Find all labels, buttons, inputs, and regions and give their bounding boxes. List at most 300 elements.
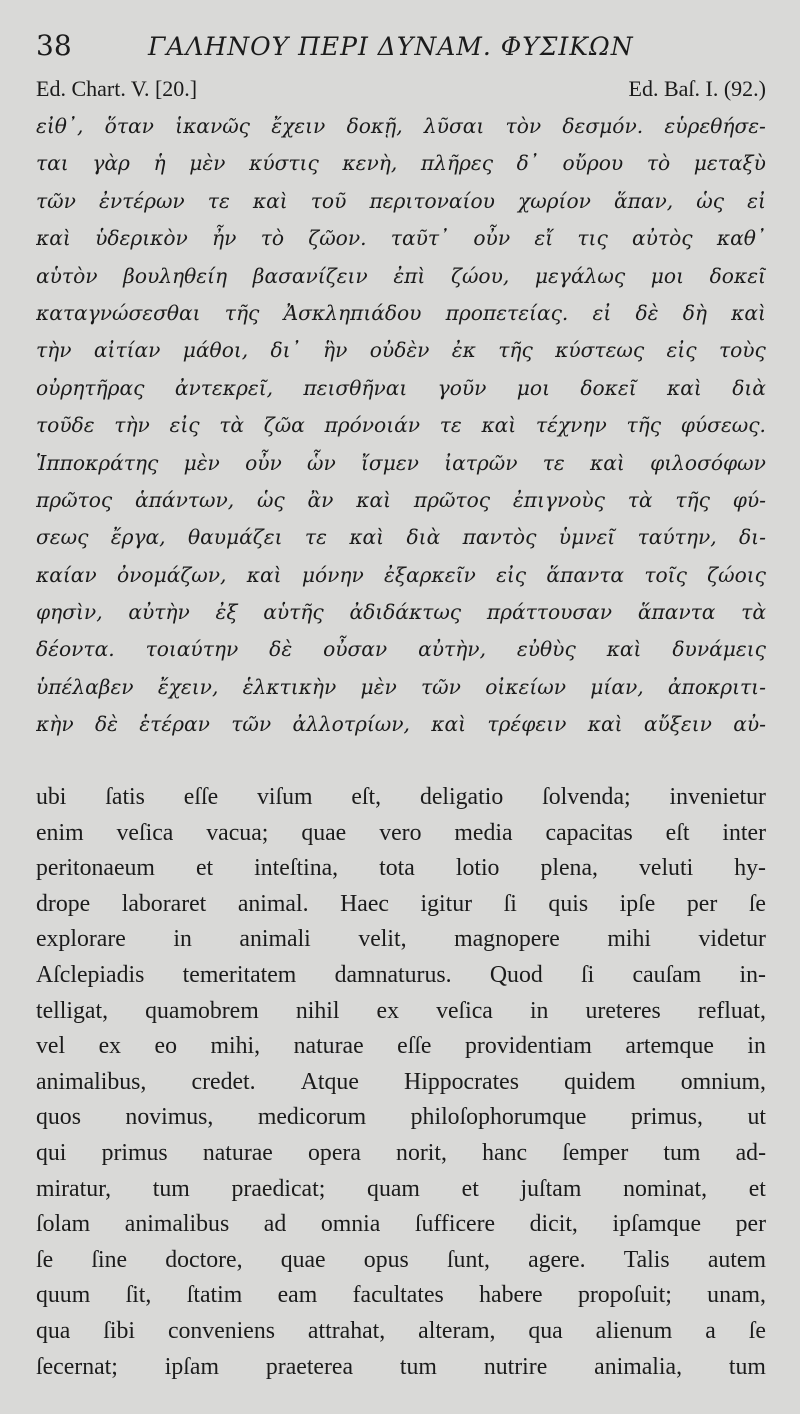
text-word: μάθοι, bbox=[182, 338, 249, 363]
text-word: πρῶτος bbox=[413, 487, 491, 512]
text-word: unam, bbox=[707, 1282, 766, 1309]
text-word: animal. bbox=[237, 890, 309, 917]
text-word: omnia bbox=[320, 1211, 381, 1238]
text-word: ex bbox=[376, 997, 399, 1024]
text-word: τὰ bbox=[741, 600, 766, 625]
text-word: medicorum bbox=[257, 1104, 367, 1131]
text-word: naturae bbox=[202, 1139, 273, 1166]
text-word: αἰτίαν bbox=[93, 338, 161, 363]
text-word: δοκεῖ bbox=[580, 375, 637, 400]
greek-text-line bbox=[36, 258, 766, 295]
text-word: δὲ bbox=[269, 637, 293, 662]
text-word: vacua; bbox=[206, 819, 269, 846]
text-word: temeritatem bbox=[182, 961, 297, 988]
text-word: ἀποκριτι- bbox=[667, 674, 766, 699]
greek-text-line bbox=[36, 445, 766, 482]
text-word: propoſuit; bbox=[577, 1282, 672, 1309]
text-word: ἀντεκρεῖ, bbox=[174, 375, 274, 400]
text-word: ut bbox=[747, 1104, 766, 1131]
text-word: τέχνην bbox=[535, 413, 607, 438]
text-word: ἂν bbox=[307, 487, 334, 512]
text-word: vero bbox=[379, 819, 422, 846]
text-word: ſolvenda; bbox=[542, 784, 631, 810]
text-word: eam bbox=[277, 1282, 318, 1309]
text-word: πεισθῆναι bbox=[303, 375, 408, 400]
text-word: novimus, bbox=[125, 1104, 214, 1131]
running-title: ΓΑΛΗΝΟΥ ΠΕΡΙ ΔΥΝΑΜ. ΦΥΣΙΚΩΝ bbox=[148, 32, 634, 61]
greek-text-block bbox=[36, 108, 766, 744]
text-word: καὶ bbox=[36, 226, 71, 251]
text-word: τοῦδε bbox=[36, 413, 95, 438]
text-word: ipſamque bbox=[612, 1211, 702, 1238]
text-word: οὐρητῆρας bbox=[36, 375, 145, 400]
text-word: deligatio bbox=[419, 784, 504, 810]
text-word: ſecernat; bbox=[36, 1353, 118, 1380]
text-word: qua bbox=[36, 1317, 71, 1344]
greek-text-line bbox=[36, 332, 766, 369]
text-word: ὡς bbox=[256, 487, 285, 512]
text-word: δέοντα. bbox=[36, 637, 115, 662]
text-word: habere bbox=[479, 1282, 543, 1309]
text-word: vel bbox=[36, 1033, 66, 1060]
latin-text-line bbox=[36, 851, 766, 887]
text-word: plena, bbox=[540, 855, 598, 882]
text-word: capacitas bbox=[545, 819, 633, 846]
latin-text-line bbox=[36, 1136, 766, 1172]
latin-text-line bbox=[36, 994, 766, 1030]
text-word: eſſe bbox=[397, 1033, 432, 1060]
text-word: naturae bbox=[293, 1033, 364, 1060]
text-word: δὴ bbox=[682, 300, 707, 325]
text-word: κὴν bbox=[36, 712, 74, 737]
text-word: τοιαύτην bbox=[145, 637, 239, 662]
latin-text-line bbox=[36, 1207, 766, 1243]
text-word: Aſclepiadis bbox=[36, 961, 145, 988]
text-word: cauſam bbox=[632, 961, 702, 988]
text-word: animali bbox=[239, 926, 311, 953]
greek-text-line bbox=[36, 108, 766, 145]
greek-text-line bbox=[36, 407, 766, 444]
text-word: alteram, bbox=[418, 1317, 496, 1344]
text-word: ſunt, bbox=[446, 1246, 490, 1273]
text-word: δεσμόν. bbox=[562, 114, 644, 138]
text-word: τε bbox=[304, 525, 327, 550]
text-word: nutrire bbox=[483, 1353, 548, 1380]
text-word: ἐντέρων bbox=[98, 188, 185, 213]
text-word: in bbox=[747, 1033, 766, 1060]
text-word: ἔχειν bbox=[271, 114, 326, 138]
text-word: εἴ bbox=[534, 226, 554, 251]
text-word: ὀνομάζων, bbox=[117, 562, 227, 587]
text-word: καὶ bbox=[349, 525, 385, 550]
text-word: μόνην bbox=[301, 562, 364, 587]
text-word: telligat, bbox=[36, 997, 109, 1024]
text-word: Haec bbox=[340, 890, 389, 917]
text-word: αὑτὸν bbox=[36, 263, 98, 288]
text-word: διὰ bbox=[406, 525, 441, 550]
edition-reference-right: Ed. Baſ. I. (92.) bbox=[628, 76, 766, 101]
text-word: τε bbox=[542, 450, 565, 475]
text-word: opus bbox=[363, 1246, 409, 1273]
text-word: ὧν bbox=[307, 450, 336, 475]
greek-text-line bbox=[36, 370, 766, 407]
text-word: σεως bbox=[36, 525, 89, 550]
text-word: κύστεως bbox=[555, 338, 645, 363]
text-word: ὑμνεῖ bbox=[558, 525, 616, 550]
text-word: et bbox=[461, 1175, 479, 1202]
text-word: ἀδιδάκτως bbox=[349, 600, 462, 625]
text-word: Atque bbox=[300, 1068, 359, 1095]
text-word: nihil bbox=[295, 997, 340, 1024]
text-word: providentiam bbox=[465, 1033, 592, 1060]
text-word: agere. bbox=[528, 1246, 586, 1273]
text-word: περιτοναίου bbox=[369, 188, 495, 213]
text-word: αὐ- bbox=[733, 712, 766, 737]
text-word: τοῦ bbox=[310, 188, 347, 213]
text-word: τῆς bbox=[626, 413, 662, 438]
text-word: ταῦτ᾽ bbox=[390, 226, 450, 251]
text-word: quum bbox=[36, 1282, 91, 1309]
text-word: γὰρ bbox=[92, 151, 130, 176]
text-word: Talis bbox=[623, 1246, 670, 1273]
text-word: ἴσμεν bbox=[361, 450, 419, 475]
text-word: δὲ bbox=[94, 712, 118, 737]
text-word: οὔρου bbox=[562, 151, 624, 176]
text-word: ὡς bbox=[696, 188, 725, 213]
text-word: ἔργα, bbox=[110, 525, 166, 550]
text-word: ταύτην, bbox=[637, 525, 717, 550]
text-word: δι᾽ bbox=[270, 338, 301, 363]
text-word: hanc bbox=[482, 1139, 528, 1166]
text-word: πράττουσαν bbox=[486, 600, 613, 625]
text-word: quis bbox=[548, 890, 589, 917]
text-word: ex bbox=[98, 1033, 122, 1060]
text-word: ἅπαντα bbox=[637, 600, 716, 625]
text-word: ipſam bbox=[164, 1353, 219, 1380]
text-word: ἐξαρκεῖν bbox=[384, 562, 476, 587]
text-word: εἰ bbox=[747, 188, 766, 213]
latin-text-line bbox=[36, 780, 766, 816]
text-word: eſt bbox=[665, 819, 690, 846]
text-word: ſe bbox=[36, 1246, 54, 1273]
latin-text-line bbox=[36, 1314, 766, 1350]
greek-text-line bbox=[36, 631, 766, 668]
text-word: ζώοις bbox=[707, 562, 766, 587]
edition-reference-line bbox=[36, 74, 766, 104]
running-head bbox=[36, 28, 766, 68]
text-word: quidem bbox=[564, 1068, 636, 1095]
text-word: facultates bbox=[352, 1282, 444, 1309]
text-word: ſibi bbox=[103, 1317, 136, 1344]
text-word: ἔχειν, bbox=[157, 674, 219, 699]
page-number: 38 bbox=[36, 29, 72, 62]
text-word: Ἀσκληπιάδου bbox=[283, 300, 422, 325]
text-word: χωρίον bbox=[517, 188, 591, 213]
text-word: μεγάλως bbox=[534, 263, 626, 288]
text-word: ſatis bbox=[105, 784, 145, 810]
text-word: peritonaeum bbox=[36, 855, 155, 882]
text-word: μοι bbox=[516, 375, 550, 400]
latin-text-line bbox=[36, 922, 766, 958]
text-word: per bbox=[735, 1211, 766, 1238]
text-word: κύστις bbox=[249, 151, 319, 176]
text-word: ἐξ bbox=[215, 600, 238, 625]
text-word: in- bbox=[739, 961, 766, 988]
text-word: eſt, bbox=[351, 784, 382, 810]
text-word: praedicat; bbox=[231, 1175, 326, 1202]
text-word: ζῶα bbox=[263, 413, 305, 438]
text-word: μοι bbox=[650, 263, 684, 288]
text-word: καὶ bbox=[356, 487, 392, 512]
text-word: veſica bbox=[116, 819, 174, 846]
text-word: ἐπὶ bbox=[393, 263, 426, 288]
text-word: οἰκείων bbox=[485, 674, 566, 699]
text-word: Ἱπποκράτης bbox=[36, 450, 159, 475]
text-word: εἰθ᾽, bbox=[36, 114, 84, 138]
text-word: ἁπάντων, bbox=[135, 487, 235, 512]
text-word: tota bbox=[379, 855, 415, 882]
text-word: magnopere bbox=[454, 926, 560, 953]
text-word: a bbox=[705, 1317, 716, 1344]
text-word: hy- bbox=[734, 855, 766, 882]
text-word: ad- bbox=[735, 1139, 766, 1166]
text-word: αὑτῆς bbox=[263, 600, 324, 625]
text-word: τε bbox=[207, 188, 230, 213]
text-word: invenietur bbox=[669, 784, 766, 810]
text-word: veluti bbox=[638, 855, 694, 882]
text-word: quamobrem bbox=[145, 997, 259, 1024]
greek-text-line bbox=[36, 669, 766, 706]
text-word: εἰ bbox=[592, 300, 612, 325]
text-word: ad bbox=[263, 1211, 287, 1238]
text-word: ſe bbox=[748, 890, 766, 917]
text-word: τῆς bbox=[224, 300, 260, 325]
text-word: omnium, bbox=[680, 1068, 766, 1095]
latin-text-line bbox=[36, 816, 766, 852]
text-word: καὶ bbox=[246, 562, 282, 587]
text-word: τὸ bbox=[646, 151, 671, 176]
text-word: φησὶν, bbox=[36, 600, 103, 625]
text-word: ſit, bbox=[125, 1282, 152, 1309]
text-word: προπετείας. bbox=[445, 300, 569, 325]
text-word: ἱκανῶς bbox=[175, 114, 250, 138]
text-word: tum bbox=[399, 1353, 437, 1380]
text-word: credet. bbox=[191, 1068, 256, 1095]
text-word: norit, bbox=[396, 1139, 447, 1166]
greek-text-line bbox=[36, 145, 766, 182]
text-word: εἰς bbox=[169, 413, 200, 438]
text-word: δὲ bbox=[635, 300, 659, 325]
text-word: mihi bbox=[607, 926, 651, 953]
text-word: τις bbox=[577, 226, 608, 251]
text-word: inteſtina, bbox=[254, 855, 339, 882]
text-word: ἐκ bbox=[451, 338, 476, 363]
text-word: quae bbox=[301, 819, 347, 846]
text-word: dicit, bbox=[529, 1211, 578, 1238]
text-word: nominat, bbox=[623, 1175, 708, 1202]
latin-text-block bbox=[36, 780, 766, 1385]
text-word: animalibus, bbox=[36, 1068, 147, 1095]
text-word: miratur, bbox=[36, 1175, 112, 1202]
text-word: ἡ bbox=[153, 151, 166, 176]
text-word: τοῖς bbox=[644, 562, 687, 587]
text-word: ζῶον. bbox=[308, 226, 367, 251]
text-word: βουληθείη bbox=[123, 263, 228, 288]
text-word: ubi bbox=[36, 784, 67, 810]
text-word: καταγνώσεσθαι bbox=[36, 300, 201, 325]
text-word: διὰ bbox=[732, 375, 766, 400]
text-word: καὶ bbox=[731, 300, 766, 325]
text-word: μὲν bbox=[183, 450, 220, 475]
greek-text-line bbox=[36, 594, 766, 631]
text-word: velit, bbox=[358, 926, 407, 953]
latin-text-line bbox=[36, 1172, 766, 1208]
text-word: δοκεῖ bbox=[709, 263, 766, 288]
edition-reference-left: Ed. Chart. V. [20.] bbox=[36, 76, 198, 101]
text-word: εἰς bbox=[496, 562, 527, 587]
text-word: eo bbox=[154, 1033, 178, 1060]
text-word: veſica bbox=[436, 997, 493, 1024]
text-word: αὐτὴν, bbox=[418, 637, 486, 662]
text-word: εὐθὺς bbox=[516, 637, 576, 662]
text-word: δι- bbox=[739, 525, 766, 550]
text-word: τὸ bbox=[260, 226, 285, 251]
text-word: ἅπαντα bbox=[546, 562, 625, 587]
text-word: καὶ bbox=[252, 188, 288, 213]
text-word: καὶ bbox=[667, 375, 702, 400]
text-word: τὰ bbox=[627, 487, 653, 512]
text-word: φύσεως. bbox=[680, 413, 766, 438]
text-word: δ᾽ bbox=[516, 151, 539, 176]
text-word: τῶν bbox=[231, 712, 272, 737]
text-word: laboraret bbox=[121, 890, 207, 917]
text-word: refluat, bbox=[697, 997, 766, 1024]
text-word: κενὴ, bbox=[342, 151, 398, 176]
greek-text-line bbox=[36, 183, 766, 220]
text-word: conveniens bbox=[167, 1317, 275, 1344]
text-word: primus bbox=[101, 1139, 168, 1166]
text-word: animalibus bbox=[124, 1211, 230, 1238]
text-word: καὶ bbox=[606, 637, 642, 662]
latin-text-line bbox=[36, 1350, 766, 1386]
text-word: αὐτὸς bbox=[632, 226, 693, 251]
text-word: ἑλκτικὴν bbox=[242, 674, 337, 699]
text-word: καὶ bbox=[590, 450, 625, 475]
text-word: qua bbox=[528, 1317, 563, 1344]
text-word: ſe bbox=[748, 1317, 766, 1344]
text-word: ται bbox=[36, 151, 69, 176]
text-word: attrahat, bbox=[307, 1317, 386, 1344]
text-word: εὑρεθήσε- bbox=[664, 114, 766, 138]
latin-text-line bbox=[36, 958, 766, 994]
text-word: primus, bbox=[630, 1104, 703, 1131]
text-word: εἰς bbox=[666, 338, 697, 363]
text-word: πλῆρες bbox=[420, 151, 494, 176]
latin-text-line bbox=[36, 1100, 766, 1136]
text-word: λῦσαι bbox=[423, 114, 485, 138]
text-word: φιλοσόφων bbox=[650, 450, 766, 475]
text-word: in bbox=[529, 997, 549, 1024]
text-word: μίαν, bbox=[590, 674, 644, 699]
text-word: media bbox=[454, 819, 513, 846]
text-word: δυνάμεις bbox=[672, 637, 766, 662]
text-word: τε bbox=[439, 413, 462, 438]
text-word: ſemper bbox=[562, 1139, 629, 1166]
text-word: alienum bbox=[595, 1317, 673, 1344]
text-word: in bbox=[173, 926, 192, 953]
text-word: inter bbox=[722, 819, 766, 846]
text-word: ὑπέλαβεν bbox=[36, 674, 134, 699]
text-word: mihi, bbox=[210, 1033, 261, 1060]
text-word: ἑτέραν bbox=[139, 712, 210, 737]
text-word: ζώου, bbox=[451, 263, 510, 288]
text-word: τρέφειν bbox=[487, 712, 567, 737]
text-word: τῆς bbox=[675, 487, 710, 512]
text-word: τὸν bbox=[505, 114, 542, 138]
text-word: videtur bbox=[698, 926, 766, 953]
latin-text-line bbox=[36, 887, 766, 923]
latin-text-line bbox=[36, 1065, 766, 1101]
text-word: αὔξειν bbox=[643, 712, 712, 737]
text-word: ſi bbox=[581, 961, 595, 988]
text-word: damnaturus. bbox=[334, 961, 452, 988]
text-word: ὑδερικὸν bbox=[95, 226, 188, 251]
text-word: οὖσαν bbox=[323, 637, 388, 662]
text-word: enim bbox=[36, 819, 84, 846]
text-word: μὲν bbox=[360, 674, 397, 699]
text-word: καίαν bbox=[36, 562, 97, 587]
latin-text-line bbox=[36, 1029, 766, 1065]
text-word: ἰατρῶν bbox=[444, 450, 518, 475]
text-word: τῆς bbox=[498, 338, 533, 363]
latin-text-line bbox=[36, 1278, 766, 1314]
text-word: καθ᾽ bbox=[716, 226, 766, 251]
text-word: οὖν bbox=[473, 226, 511, 251]
text-word: γοῦν bbox=[437, 375, 487, 400]
greek-text-line bbox=[36, 519, 766, 556]
text-word: quam bbox=[367, 1175, 420, 1202]
text-word: animalia, bbox=[594, 1353, 683, 1380]
text-word: autem bbox=[707, 1246, 766, 1273]
text-word: παντὸς bbox=[462, 525, 537, 550]
text-word: qui bbox=[36, 1139, 67, 1166]
latin-text-line bbox=[36, 1243, 766, 1279]
text-word: ἐπιγνοὺς bbox=[512, 487, 605, 512]
greek-text-line bbox=[36, 482, 766, 519]
text-word: Quod bbox=[489, 961, 543, 988]
text-word: βασανίζειν bbox=[252, 263, 368, 288]
text-word: ureteres bbox=[585, 997, 661, 1024]
text-word: ἣν bbox=[323, 338, 348, 363]
text-word: igitur bbox=[420, 890, 473, 917]
text-word: et bbox=[748, 1175, 766, 1202]
text-word: lotio bbox=[455, 855, 500, 882]
text-word: δοκῇ, bbox=[346, 114, 403, 138]
greek-text-line bbox=[36, 220, 766, 257]
text-word: ἅπαν, bbox=[613, 188, 674, 213]
text-word: tum bbox=[728, 1353, 766, 1380]
text-word: viſum bbox=[256, 784, 313, 810]
text-word: praeterea bbox=[265, 1353, 354, 1380]
greek-text-line bbox=[36, 557, 766, 594]
text-word: τὰ bbox=[219, 413, 245, 438]
text-word: καὶ bbox=[481, 413, 517, 438]
text-word: ſi bbox=[503, 890, 517, 917]
text-word: φύ- bbox=[732, 487, 766, 512]
text-word: ἀλλοτρίων, bbox=[292, 712, 410, 737]
greek-text-line bbox=[36, 706, 766, 743]
text-word: tum bbox=[663, 1139, 701, 1166]
